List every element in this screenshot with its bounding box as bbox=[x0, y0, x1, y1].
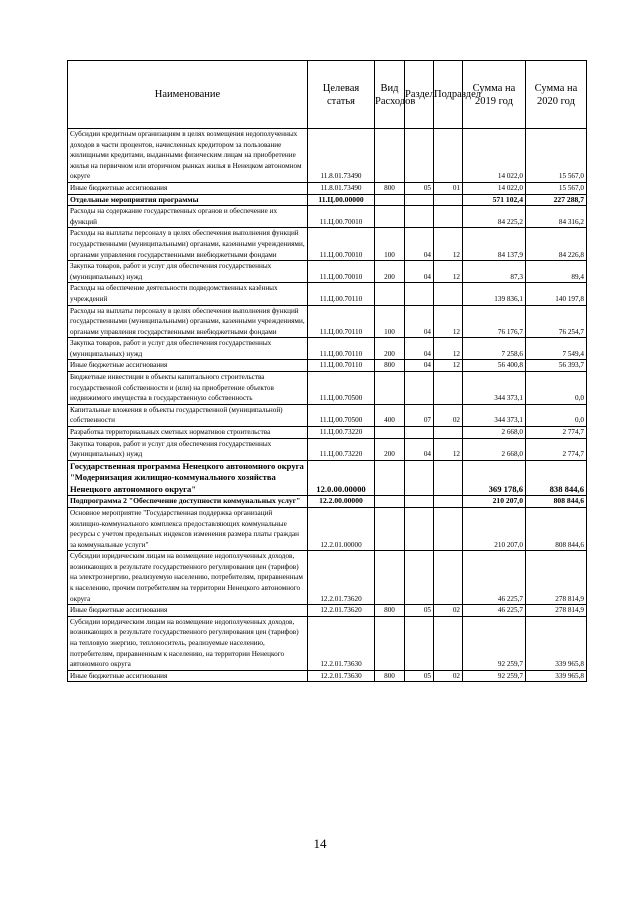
row-section-cell: 04 bbox=[405, 261, 434, 283]
row-subsection-cell bbox=[434, 206, 463, 228]
row-target-cell: 11.Ц.00.73220 bbox=[308, 438, 375, 460]
row-type-cell bbox=[375, 283, 405, 305]
row-name-cell: Иные бюджетные ассигнования bbox=[68, 670, 308, 682]
row-sum-2019-cell: 2 668,0 bbox=[463, 427, 526, 439]
row-target-cell: 11.Ц.00.70110 bbox=[308, 283, 375, 305]
row-subsection-cell: 12 bbox=[434, 338, 463, 360]
row-sum-2020-cell: 2 774,7 bbox=[526, 427, 587, 439]
table-row bbox=[68, 206, 587, 228]
row-section-cell: 05 bbox=[405, 182, 434, 194]
row-target-cell: 12.2.00.00000 bbox=[308, 496, 375, 508]
row-name-cell: Бюджетные инвестиции в объекты капитального строительства государственной собственности и (или) на приобретение объектов недвижимого имущества в государственную собственность bbox=[68, 372, 308, 405]
row-sum-2019-cell: 92 259,7 bbox=[463, 670, 526, 682]
row-target-cell: 11.Ц.00.70500 bbox=[308, 404, 375, 426]
row-sum-2020-cell: 15 567,0 bbox=[526, 182, 587, 194]
row-sum-2020-cell: 838 844,6 bbox=[526, 460, 587, 496]
row-target-cell: 11.8.01.73490 bbox=[308, 129, 375, 183]
table-row bbox=[68, 305, 587, 338]
row-sum-2020-cell: 808 844,6 bbox=[526, 496, 587, 508]
row-sum-2020-cell: 0,0 bbox=[526, 372, 587, 405]
table-row bbox=[68, 338, 587, 360]
row-section-cell: 04 bbox=[405, 305, 434, 338]
row-type-cell: 200 bbox=[375, 438, 405, 460]
row-sum-2019-cell: 344 373,1 bbox=[463, 372, 526, 405]
row-target-cell: 11.Ц.00.00000 bbox=[308, 194, 375, 206]
page-number: 14 bbox=[313, 836, 327, 851]
row-sum-2020-cell: 808 844,6 bbox=[526, 507, 587, 550]
row-sum-2019-cell: 76 176,7 bbox=[463, 305, 526, 338]
row-subsection-cell bbox=[434, 194, 463, 206]
row-target-cell: 12.2.01.73620 bbox=[308, 551, 375, 605]
row-sum-2020-cell: 227 288,7 bbox=[526, 194, 587, 206]
row-type-cell bbox=[375, 460, 405, 496]
row-type-cell: 100 bbox=[375, 228, 405, 261]
row-sum-2019-cell: 14 022,0 bbox=[463, 182, 526, 194]
row-section-cell bbox=[405, 206, 434, 228]
row-type-cell bbox=[375, 427, 405, 439]
row-subsection-cell: 12 bbox=[434, 305, 463, 338]
row-type-cell: 800 bbox=[375, 182, 405, 194]
row-section-cell: 04 bbox=[405, 338, 434, 360]
row-name-cell: Субсидии юридическим лицам на возмещение недополученных доходов, возникающих в результате государственного регулирования цен (тарифов) на электроэнергию, реализуемую населению, потребителям, приравненным к населению, прочим потребителям на территории Ненецкого автономного округа bbox=[68, 551, 308, 605]
row-name-cell: Закупка товаров, работ и услуг для обеспечения государственных (муниципальных) нужд bbox=[68, 338, 308, 360]
row-subsection-cell bbox=[434, 496, 463, 508]
table-row bbox=[68, 261, 587, 283]
row-sum-2019-cell: 56 400,8 bbox=[463, 360, 526, 372]
row-target-cell: 11.Ц.00.70010 bbox=[308, 228, 375, 261]
row-name-cell: Государственная программа Ненецкого автономного округа "Модернизация жилищно-коммунального хозяйства Ненецкого автономного округа" bbox=[68, 460, 308, 496]
row-sum-2020-cell: 76 254,7 bbox=[526, 305, 587, 338]
row-target-cell: 11.Ц.00.70110 bbox=[308, 305, 375, 338]
row-subsection-cell: 02 bbox=[434, 605, 463, 617]
row-subsection-cell: 12 bbox=[434, 438, 463, 460]
row-type-cell: 400 bbox=[375, 404, 405, 426]
table-header-row bbox=[68, 61, 587, 129]
table-row bbox=[68, 616, 587, 670]
table-row bbox=[68, 194, 587, 206]
row-subsection-cell: 12 bbox=[434, 360, 463, 372]
row-name-cell: Капитальные вложения в объекты государственной (муниципальной) собственности bbox=[68, 404, 308, 426]
row-sum-2019-cell: 2 668,0 bbox=[463, 438, 526, 460]
row-type-cell bbox=[375, 194, 405, 206]
row-name-cell: Основное мероприятие "Государственная поддержка организаций жилищно-коммунального комплекса предоставляющих коммунальные ресурсы с учетом предельных индексов изменения размера платы граждан за коммунальные услуги" bbox=[68, 507, 308, 550]
row-sum-2019-cell: 571 102,4 bbox=[463, 194, 526, 206]
row-name-cell: Иные бюджетные ассигнования bbox=[68, 605, 308, 617]
row-target-cell: 12.2.01.73630 bbox=[308, 616, 375, 670]
row-section-cell bbox=[405, 507, 434, 550]
row-sum-2020-cell: 7 549,4 bbox=[526, 338, 587, 360]
row-type-cell: 800 bbox=[375, 360, 405, 372]
row-sum-2020-cell: 56 393,7 bbox=[526, 360, 587, 372]
row-subsection-cell: 02 bbox=[434, 404, 463, 426]
row-name-cell: Отдельные мероприятия программы bbox=[68, 194, 308, 206]
row-sum-2019-cell: 87,3 bbox=[463, 261, 526, 283]
table-row bbox=[68, 182, 587, 194]
row-sum-2019-cell: 84 225,2 bbox=[463, 206, 526, 228]
row-name-cell: Разработка территориальных сметных нормативов строительства bbox=[68, 427, 308, 439]
row-type-cell bbox=[375, 129, 405, 183]
row-name-cell: Закупка товаров, работ и услуг для обеспечения государственных (муниципальных) нужд bbox=[68, 261, 308, 283]
row-sum-2019-cell: 139 836,1 bbox=[463, 283, 526, 305]
row-target-cell: 11.8.01.73490 bbox=[308, 182, 375, 194]
row-section-cell: 04 bbox=[405, 228, 434, 261]
row-sum-2020-cell: 339 965,8 bbox=[526, 670, 587, 682]
row-name-cell: Расходы на содержание государственных органов и обеспечение их функций bbox=[68, 206, 308, 228]
row-section-cell bbox=[405, 194, 434, 206]
table-row bbox=[68, 605, 587, 617]
row-type-cell: 800 bbox=[375, 670, 405, 682]
row-name-cell: Закупка товаров, работ и услуг для обеспечения государственных (муниципальных) нужд bbox=[68, 438, 308, 460]
row-section-cell: 04 bbox=[405, 360, 434, 372]
col-header-name: Наименование bbox=[68, 61, 308, 129]
row-type-cell bbox=[375, 372, 405, 405]
row-target-cell: 11.Ц.00.70010 bbox=[308, 261, 375, 283]
row-name-cell: Субсидии юридическим лицам на возмещение недополученных доходов, возникающих в результате государственного регулирования цен (тарифов) на тепловую энергию, теплоноситель, реализуемые населению, потребителям, приравненным к населению, на территории Ненецкого автономного округа bbox=[68, 616, 308, 670]
row-sum-2020-cell: 140 197,8 bbox=[526, 283, 587, 305]
row-subsection-cell bbox=[434, 372, 463, 405]
row-sum-2020-cell: 339 965,8 bbox=[526, 616, 587, 670]
row-type-cell bbox=[375, 496, 405, 508]
row-sum-2019-cell: 210 207,0 bbox=[463, 507, 526, 550]
table-body bbox=[68, 129, 587, 682]
row-subsection-cell bbox=[434, 129, 463, 183]
col-header-sum-2020: Сумма на 2020 год bbox=[526, 61, 587, 129]
row-sum-2020-cell: 84 226,8 bbox=[526, 228, 587, 261]
row-subsection-cell: 12 bbox=[434, 261, 463, 283]
row-section-cell: 05 bbox=[405, 670, 434, 682]
row-subsection-cell bbox=[434, 616, 463, 670]
row-target-cell: 12.0.00.00000 bbox=[308, 460, 375, 496]
row-name-cell: Субсидии кредитным организациям в целях возмещения недополученных доходов в части процентов, начисленных кредитором за пользование жилищными кредитами, выданными физическим лицам на приобретение жилья на первичном или вторичном рынках жилья в Ненецком автономном округе bbox=[68, 129, 308, 183]
table-row bbox=[68, 551, 587, 605]
row-sum-2020-cell: 278 814,9 bbox=[526, 551, 587, 605]
row-type-cell: 200 bbox=[375, 261, 405, 283]
row-sum-2019-cell: 14 022,0 bbox=[463, 129, 526, 183]
row-section-cell bbox=[405, 496, 434, 508]
row-sum-2020-cell: 2 774,7 bbox=[526, 438, 587, 460]
row-section-cell bbox=[405, 372, 434, 405]
row-sum-2019-cell: 344 373,1 bbox=[463, 404, 526, 426]
row-subsection-cell bbox=[434, 507, 463, 550]
row-type-cell bbox=[375, 507, 405, 550]
row-sum-2019-cell: 210 207,0 bbox=[463, 496, 526, 508]
row-type-cell: 100 bbox=[375, 305, 405, 338]
row-section-cell: 04 bbox=[405, 438, 434, 460]
row-sum-2019-cell: 92 259,7 bbox=[463, 616, 526, 670]
row-type-cell bbox=[375, 616, 405, 670]
row-subsection-cell bbox=[434, 427, 463, 439]
row-sum-2019-cell: 46 225,7 bbox=[463, 605, 526, 617]
row-sum-2020-cell: 278 814,9 bbox=[526, 605, 587, 617]
row-section-cell bbox=[405, 427, 434, 439]
row-target-cell: 11.Ц.00.70500 bbox=[308, 372, 375, 405]
row-subsection-cell bbox=[434, 460, 463, 496]
row-target-cell: 11.Ц.00.70110 bbox=[308, 338, 375, 360]
table-row bbox=[68, 360, 587, 372]
row-sum-2019-cell: 46 225,7 bbox=[463, 551, 526, 605]
row-target-cell: 11.Ц.00.70010 bbox=[308, 206, 375, 228]
budget-table bbox=[67, 60, 587, 682]
row-section-cell bbox=[405, 551, 434, 605]
row-subsection-cell bbox=[434, 283, 463, 305]
row-sum-2020-cell: 0,0 bbox=[526, 404, 587, 426]
col-header-subsection: Подраздел bbox=[434, 61, 463, 129]
col-header-section: Раздел bbox=[405, 61, 434, 129]
row-type-cell bbox=[375, 206, 405, 228]
row-section-cell bbox=[405, 283, 434, 305]
row-sum-2020-cell: 84 316,2 bbox=[526, 206, 587, 228]
row-target-cell: 11.Ц.00.70110 bbox=[308, 360, 375, 372]
row-sum-2020-cell: 15 567,0 bbox=[526, 129, 587, 183]
row-name-cell: Расходы на выплаты персоналу в целях обеспечения выполнения функций государственными (муниципальными) органами, казенными учреждениями, органами управления государственными внебюджетными фондами bbox=[68, 228, 308, 261]
row-type-cell: 200 bbox=[375, 338, 405, 360]
table-row bbox=[68, 427, 587, 439]
row-target-cell: 12.2.01.73630 bbox=[308, 670, 375, 682]
table-row bbox=[68, 404, 587, 426]
row-sum-2019-cell: 369 178,6 bbox=[463, 460, 526, 496]
table-row bbox=[68, 228, 587, 261]
row-name-cell: Расходы на выплаты персоналу в целях обеспечения выполнения функций государственными (муниципальными) органами, казенными учреждениями, органами управления государственными внебюджетными фондами bbox=[68, 305, 308, 338]
table-row bbox=[68, 438, 587, 460]
row-subsection-cell bbox=[434, 551, 463, 605]
row-type-cell bbox=[375, 551, 405, 605]
row-subsection-cell: 02 bbox=[434, 670, 463, 682]
row-name-cell: Расходы на обеспечение деятельности подведомственных казённых учреждений bbox=[68, 283, 308, 305]
row-section-cell bbox=[405, 616, 434, 670]
row-subsection-cell: 01 bbox=[434, 182, 463, 194]
row-section-cell bbox=[405, 460, 434, 496]
col-header-type: Вид Расходов bbox=[375, 61, 405, 129]
row-name-cell: Иные бюджетные ассигнования bbox=[68, 182, 308, 194]
row-section-cell bbox=[405, 129, 434, 183]
row-section-cell: 05 bbox=[405, 605, 434, 617]
col-header-sum-2019: Сумма на 2019 год bbox=[463, 61, 526, 129]
table-row bbox=[68, 507, 587, 550]
table-row bbox=[68, 460, 587, 496]
table-row bbox=[68, 129, 587, 183]
row-target-cell: 12.2.01.00000 bbox=[308, 507, 375, 550]
row-target-cell: 11.Ц.00.73220 bbox=[308, 427, 375, 439]
table-row bbox=[68, 283, 587, 305]
table-row bbox=[68, 670, 587, 682]
table-row bbox=[68, 372, 587, 405]
table-row bbox=[68, 496, 587, 508]
budget-document bbox=[67, 60, 586, 682]
row-sum-2019-cell: 7 258,6 bbox=[463, 338, 526, 360]
col-header-target: Целевая статья bbox=[308, 61, 375, 129]
row-sum-2020-cell: 89,4 bbox=[526, 261, 587, 283]
row-section-cell: 07 bbox=[405, 404, 434, 426]
row-subsection-cell: 12 bbox=[434, 228, 463, 261]
row-sum-2019-cell: 84 137,9 bbox=[463, 228, 526, 261]
row-name-cell: Иные бюджетные ассигнования bbox=[68, 360, 308, 372]
row-target-cell: 12.2.01.73620 bbox=[308, 605, 375, 617]
row-name-cell: Подпрограмма 2 "Обеспечение доступности коммунальных услуг" bbox=[68, 496, 308, 508]
row-type-cell: 800 bbox=[375, 605, 405, 617]
